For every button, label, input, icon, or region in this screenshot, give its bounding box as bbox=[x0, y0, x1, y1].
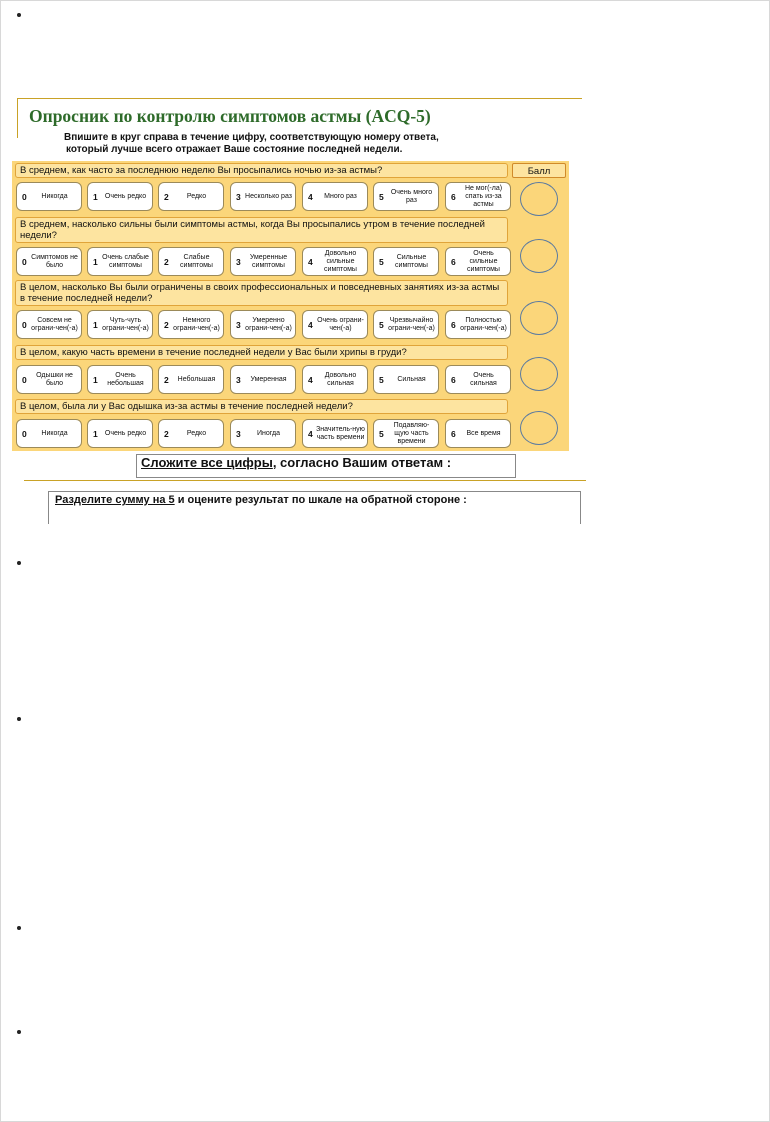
answer-option bbox=[445, 419, 511, 448]
answer-option bbox=[87, 247, 153, 276]
option-label: Умеренные симптомы bbox=[249, 253, 288, 269]
answer-option bbox=[230, 365, 296, 394]
answer-option bbox=[373, 310, 439, 339]
answer-option bbox=[158, 365, 224, 394]
divide-box bbox=[48, 491, 581, 524]
answer-options bbox=[16, 247, 511, 276]
option-label: Иногда bbox=[256, 429, 280, 437]
option-label: Очень небольшая bbox=[107, 371, 144, 387]
answer-option bbox=[87, 365, 153, 394]
answer-option bbox=[230, 419, 296, 448]
option-label: Сильные симптомы bbox=[395, 253, 428, 269]
answer-option bbox=[230, 182, 296, 211]
option-number: 4 bbox=[308, 374, 313, 385]
answer-option bbox=[230, 247, 296, 276]
question-text: В среднем, как часто за последнюю неделю Вы просыпались ночью из-за астмы? bbox=[15, 163, 508, 178]
option-label: Симптомов не было bbox=[31, 253, 78, 269]
option-label: Много раз bbox=[324, 192, 357, 200]
option-label: Чуть-чуть ограни-чен(-а) bbox=[102, 316, 149, 332]
score-header: Балл bbox=[512, 163, 566, 178]
question-text: В среднем, насколько сильны были симптомы астмы, когда Вы просыпались утром в течение последней недели? bbox=[15, 217, 508, 243]
instructions-line-2: который лучше всего отражает Ваше состояние последней недели. bbox=[66, 144, 403, 155]
answer-option bbox=[230, 310, 296, 339]
option-number: 5 bbox=[379, 256, 384, 267]
option-label: Очень сильная bbox=[470, 371, 497, 387]
option-number: 1 bbox=[93, 256, 98, 267]
option-number: 6 bbox=[451, 256, 456, 267]
option-label: Чрезвычайно ограни-чен(-а) bbox=[388, 316, 435, 332]
option-label: Не мог(-ла) спать из-за астмы bbox=[464, 184, 503, 208]
answer-option bbox=[302, 182, 368, 211]
answer-options bbox=[16, 419, 511, 448]
option-number: 5 bbox=[379, 191, 384, 202]
answer-option bbox=[87, 310, 153, 339]
option-label: Никогда bbox=[41, 192, 68, 200]
option-label: Довольно сильные симптомы bbox=[324, 249, 357, 273]
form-title: Опросник по контролю симптомов астмы (ACQ-5) bbox=[29, 106, 431, 126]
option-number: 3 bbox=[236, 428, 241, 439]
option-number: 4 bbox=[308, 428, 313, 439]
option-number: 3 bbox=[236, 256, 241, 267]
option-number: 0 bbox=[22, 319, 27, 330]
instructions-line-1: Впишите в круг справа в течение цифру, соответствующую номеру ответа, bbox=[64, 132, 439, 143]
option-label: Немного ограни-чен(-а) bbox=[173, 316, 220, 332]
sum-instruction bbox=[141, 455, 451, 470]
option-label: Слабые симптомы bbox=[180, 253, 213, 269]
divide-rest: и оцените результат по шкале на обратной стороне : bbox=[174, 494, 467, 506]
option-label: Несколько раз bbox=[245, 192, 292, 200]
answer-option bbox=[158, 182, 224, 211]
answer-option bbox=[373, 247, 439, 276]
option-number: 0 bbox=[22, 191, 27, 202]
answer-option bbox=[373, 182, 439, 211]
divide-instruction bbox=[55, 494, 467, 506]
option-label: Умеренно ограни-чен(-а) bbox=[245, 316, 292, 332]
answer-option bbox=[445, 247, 511, 276]
answer-option bbox=[445, 365, 511, 394]
option-number: 6 bbox=[451, 374, 456, 385]
option-number: 4 bbox=[308, 191, 313, 202]
option-label: Довольно сильная bbox=[324, 371, 357, 387]
option-number: 5 bbox=[379, 319, 384, 330]
option-number: 2 bbox=[164, 319, 169, 330]
list-bullet bbox=[17, 1030, 21, 1034]
option-label: Сильная bbox=[397, 375, 426, 383]
option-label: Редко bbox=[186, 429, 207, 437]
divide-underlined: Разделите сумму на 5 bbox=[55, 494, 175, 506]
answer-options bbox=[16, 365, 511, 394]
option-number: 2 bbox=[164, 191, 169, 202]
bottom-rule bbox=[24, 480, 586, 481]
option-number: 3 bbox=[236, 374, 241, 385]
option-number: 1 bbox=[93, 428, 98, 439]
option-number: 6 bbox=[451, 428, 456, 439]
answer-option bbox=[445, 310, 511, 339]
option-number: 2 bbox=[164, 256, 169, 267]
option-number: 5 bbox=[379, 428, 384, 439]
question-text: В целом, была ли у Вас одышка из-за астмы в течение последней недели? bbox=[15, 399, 508, 414]
option-label: Очень много раз bbox=[390, 188, 433, 204]
answer-option bbox=[373, 419, 439, 448]
option-number: 4 bbox=[308, 319, 313, 330]
option-label: Очень редко bbox=[104, 429, 147, 437]
title-rule bbox=[17, 98, 582, 99]
score-circle bbox=[520, 411, 558, 445]
option-label: Редко bbox=[186, 192, 207, 200]
answer-option bbox=[302, 310, 368, 339]
option-label: Очень сильные симптомы bbox=[467, 249, 500, 273]
list-bullet bbox=[17, 717, 21, 721]
option-number: 6 bbox=[451, 191, 456, 202]
option-number: 5 bbox=[379, 374, 384, 385]
sum-underlined: Сложите все цифры bbox=[141, 455, 273, 470]
question-text: В целом, какую часть времени в течение последней недели у Вас были хрипы в груди? bbox=[15, 345, 508, 360]
option-label: Очень ограни-чен(-а) bbox=[317, 316, 364, 332]
option-label: Очень редко bbox=[104, 192, 147, 200]
option-label: Небольшая bbox=[177, 375, 216, 383]
question-text: В целом, насколько Вы были ограничены в своих профессиональных и повседневных занятиях из-за астмы в течение последней недели? bbox=[15, 280, 508, 306]
option-number: 2 bbox=[164, 428, 169, 439]
option-label: Очень слабые симптомы bbox=[102, 253, 149, 269]
option-number: 0 bbox=[22, 428, 27, 439]
option-label: Одышки не было bbox=[36, 371, 73, 387]
answer-option bbox=[373, 365, 439, 394]
sum-rest: , согласно Вашим ответам : bbox=[272, 455, 452, 470]
option-label: Никогда bbox=[41, 429, 68, 437]
answer-option bbox=[87, 182, 153, 211]
answer-options bbox=[16, 182, 511, 211]
list-bullet bbox=[17, 926, 21, 930]
option-label: Подавляю-щую часть времени bbox=[393, 421, 430, 445]
option-label: Умеренная bbox=[250, 375, 287, 383]
option-number: 6 bbox=[451, 319, 456, 330]
option-number: 1 bbox=[93, 374, 98, 385]
answer-option bbox=[16, 419, 82, 448]
option-number: 3 bbox=[236, 191, 241, 202]
option-label: Совсем не ограни-чен(-а) bbox=[31, 316, 78, 332]
answer-option bbox=[158, 310, 224, 339]
option-number: 3 bbox=[236, 319, 241, 330]
instructions bbox=[64, 132, 439, 156]
option-number: 1 bbox=[93, 319, 98, 330]
answer-option bbox=[302, 365, 368, 394]
answer-option bbox=[16, 247, 82, 276]
score-circle bbox=[520, 301, 558, 335]
option-number: 4 bbox=[308, 256, 313, 267]
option-number: 1 bbox=[93, 191, 98, 202]
score-circle bbox=[520, 182, 558, 216]
sum-box bbox=[136, 454, 516, 478]
answer-option bbox=[158, 419, 224, 448]
answer-option bbox=[16, 310, 82, 339]
answer-option bbox=[445, 182, 511, 211]
answer-option bbox=[87, 419, 153, 448]
option-number: 0 bbox=[22, 256, 27, 267]
acq5-form-image bbox=[12, 98, 586, 524]
list-bullet bbox=[17, 13, 21, 17]
score-circle bbox=[520, 239, 558, 273]
answer-option bbox=[158, 247, 224, 276]
option-label: Все время bbox=[466, 429, 501, 437]
title-left-rule bbox=[17, 98, 18, 138]
option-number: 2 bbox=[164, 374, 169, 385]
option-number: 0 bbox=[22, 374, 27, 385]
answer-options bbox=[16, 310, 511, 339]
score-circle bbox=[520, 357, 558, 391]
list-bullet bbox=[17, 561, 21, 565]
answer-option bbox=[302, 419, 368, 448]
answer-option bbox=[302, 247, 368, 276]
answer-option bbox=[16, 365, 82, 394]
option-label: Значитель-ную часть времени bbox=[316, 425, 365, 441]
option-label: Полностью ограни-чен(-а) bbox=[460, 316, 507, 332]
answer-option bbox=[16, 182, 82, 211]
